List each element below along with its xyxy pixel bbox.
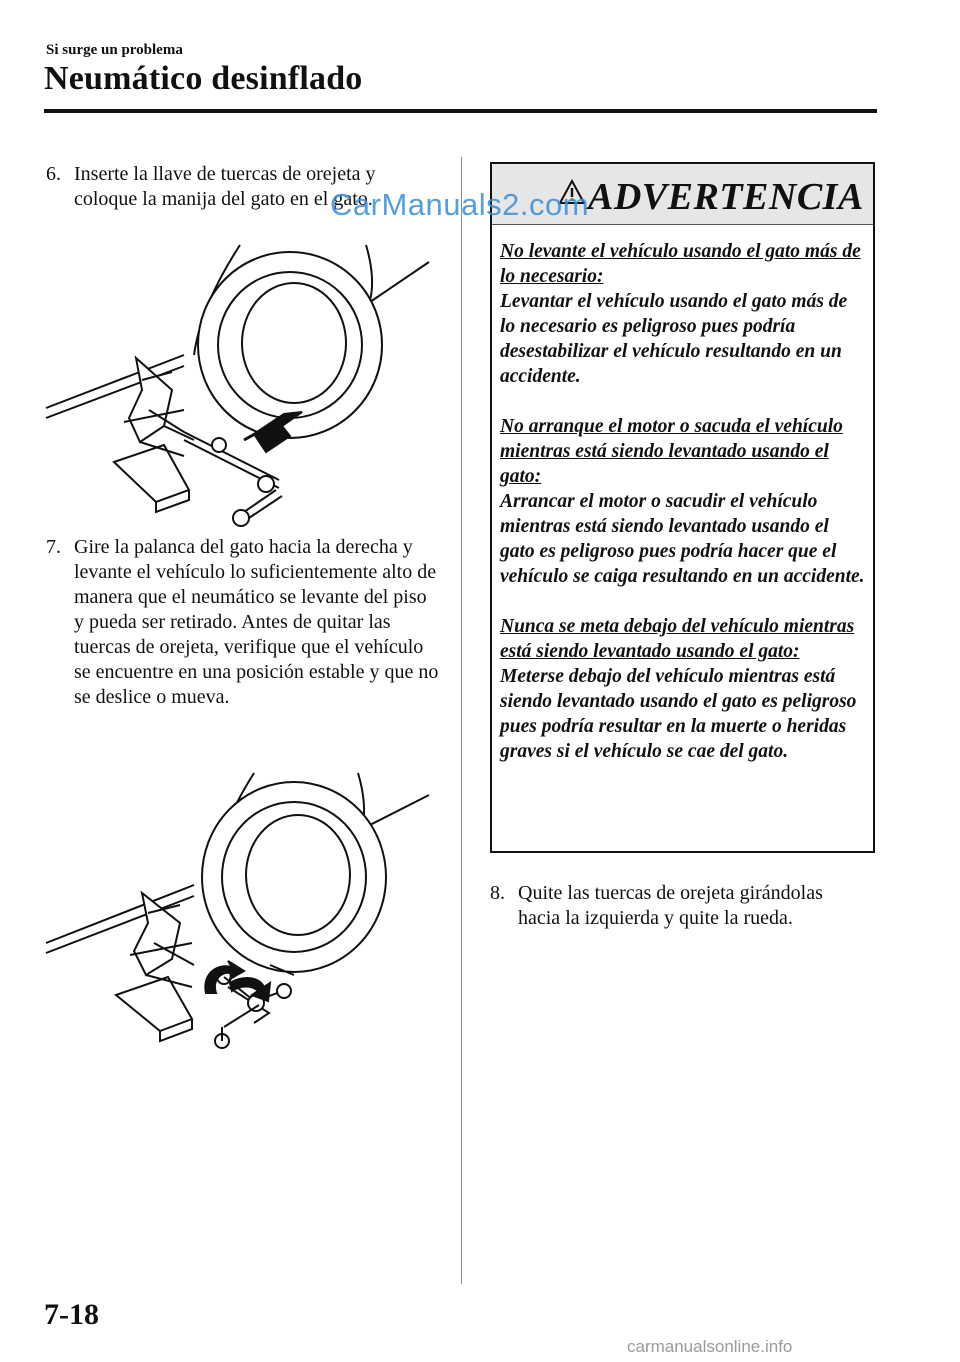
jack-handle-illustration: [44, 240, 444, 530]
step-number: 7.: [46, 536, 61, 558]
warning-item-heading: No arranque el motor o sacuda el vehículo mientras está siendo levantado usando el gato:: [500, 416, 843, 487]
step-7: [46, 535, 441, 710]
warning-item-text: Levantar el vehículo usando el gato más de lo necesario es peligroso pues podría desestabilizar el vehículo resultando en un accidente.: [500, 291, 848, 387]
page-number: 7-18: [44, 1298, 99, 1331]
warning-box: [490, 162, 875, 853]
step-number: 6.: [46, 163, 61, 185]
warning-body: [492, 225, 873, 764]
warning-item: [500, 239, 865, 389]
warning-item-text: Arrancar el motor o sacudir el vehículo mientras está siendo levantado usando el gato es peligroso pues podría hacer que el vehículo se caiga resultando en un accidente.: [500, 491, 865, 587]
step-number: 8.: [490, 882, 505, 904]
footer-brand: carmanualsonline.info: [627, 1337, 793, 1356]
page-title: Neumático desinflado: [44, 60, 363, 97]
warning-item: [500, 414, 865, 589]
column-divider: [461, 157, 462, 1284]
jack-turning-illustration: [44, 765, 444, 1060]
warning-item-text: Meterse debajo del vehículo mientras está siendo levantado usando el gato es peligroso pues podría resultar en la muerte o heridas graves si el vehículo se cae del gato.: [500, 666, 857, 762]
warning-item: [500, 614, 865, 764]
watermark: CarManuals2.com: [330, 187, 590, 222]
warning-item-heading: No levante el vehículo usando el gato más de lo necesario:: [500, 241, 861, 287]
step-text: Inserte la llave de tuercas de orejeta y coloque la manija del gato en el gato.: [74, 163, 376, 210]
step-text: Gire la palanca del gato hacia la derecha y levante el vehículo lo suficientemente alto de manera que el neumático se levante del piso y pueda ser retirado. Antes de quitar las tuercas de orejeta, verifique que el vehículo se encuentre en una posición estable y que no se deslice o mueva.: [74, 536, 439, 708]
title-rule: [44, 109, 877, 113]
step-text: Quite las tuercas de orejeta girándolas hacia la izquierda y quite la rueda.: [518, 882, 823, 929]
warning-item-heading: Nunca se meta debajo del vehículo mientras está siendo levantado usando el gato:: [500, 616, 855, 662]
warning-title: ADVERTENCIA: [588, 176, 864, 218]
section-label: Si surge un problema: [46, 42, 183, 58]
step-8: [490, 881, 870, 931]
